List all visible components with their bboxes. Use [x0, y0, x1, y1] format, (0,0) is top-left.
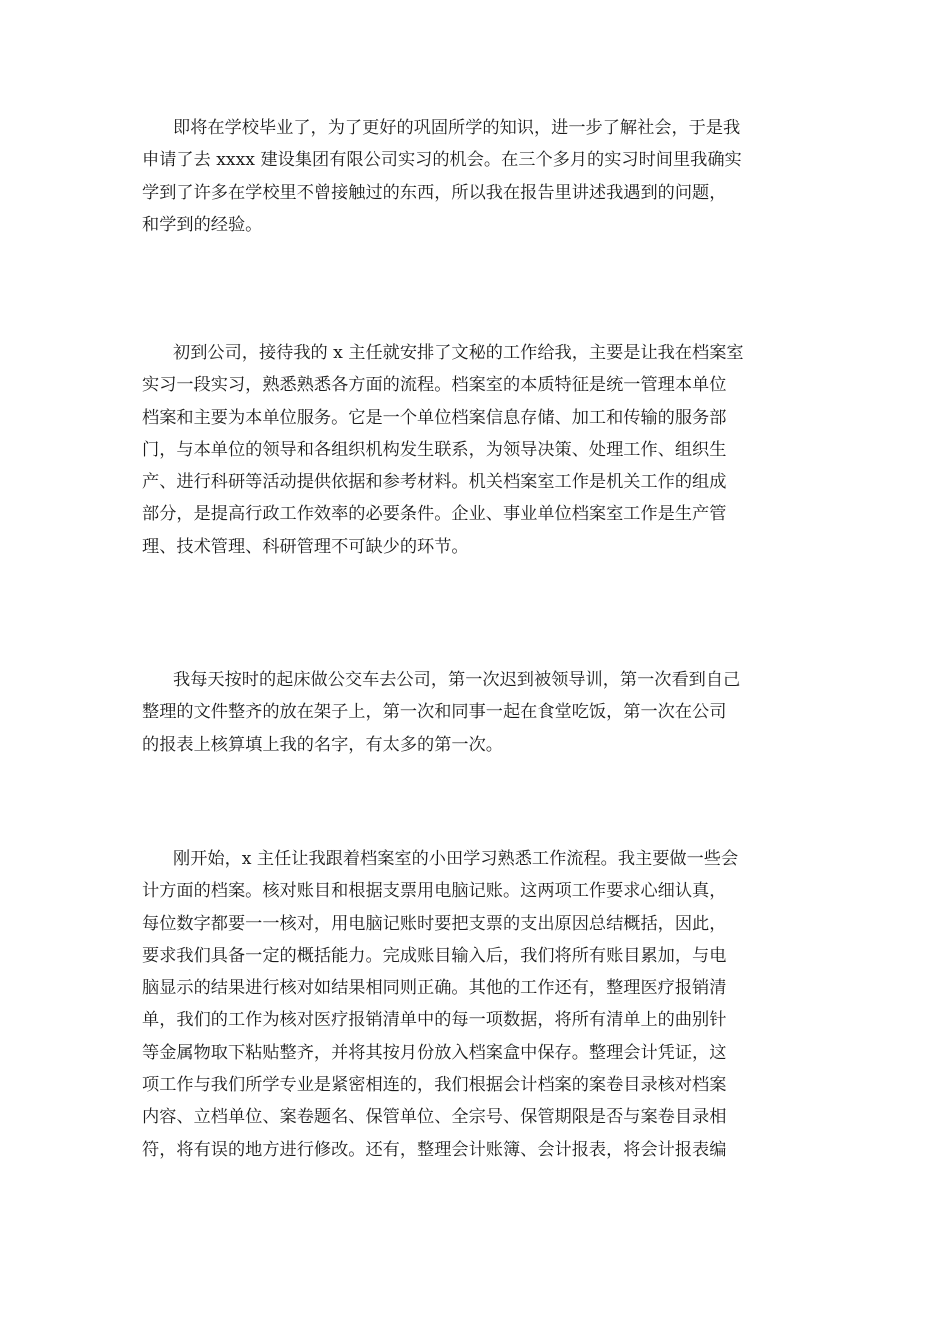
text-line: 等金属物取下粘贴整齐，并将其按月份放入档案盒中保存。整理会计凭证，这 [142, 1042, 727, 1063]
text-line: 实习一段实习，熟悉熟悉各方面的流程。档案室的本质特征是统一管理本单位 [142, 375, 727, 396]
text-line: 即将在学校毕业了，为了更好的巩固所学的知识，进一步了解社会，于是我 [173, 118, 741, 138]
text-line: 脑显示的结果进行核对如结果相同则正确。其他的工作还有，整理医疗报销清 [142, 978, 727, 999]
text-line: 申请了去 xxxx 建设集团有限公司实习的机会。在三个多月的实习时间里我确实 [142, 150, 742, 171]
text-line: 的报表上核算填上我的名字，有太多的第一次。 [142, 734, 503, 755]
text-line: 项工作与我们所学专业是紧密相连的，我们根据会计档案的案卷目录核对档案 [142, 1075, 727, 1096]
text-line: 产、进行科研等活动提供依据和参考材料。机关档案室工作是机关工作的组成 [142, 472, 727, 493]
text-line: 整理的文件整齐的放在架子上，第一次和同事一起在食堂吃饭，第一次在公司 [142, 702, 727, 723]
text-line: 内容、立档单位、案卷题名、保管单位、全宗号、保管期限是否与案卷目录相 [142, 1107, 727, 1128]
text-line: 符，将有误的地方进行修改。还有，整理会计账簿、会计报表，将会计报表编 [142, 1139, 727, 1160]
text-line: 学到了许多在学校里不曾接触过的东西，所以我在报告里讲述我遇到的问题， [142, 182, 727, 203]
text-line: 部分，是提高行政工作效率的必要条件。企业、事业单位档案室工作是生产管 [142, 504, 727, 525]
paragraph-accounting-work [142, 843, 822, 1166]
text-line: 和学到的经验。 [142, 214, 263, 235]
text-line: 理、技术管理、科研管理不可缺少的环节。 [142, 536, 469, 557]
text-line: 要求我们具备一定的概括能力。完成账目输入后，我们将所有账目累加，与电 [142, 945, 727, 966]
paragraph-daily-life [142, 664, 822, 761]
text-line: 档案和主要为本单位服务。它是一个单位档案信息存储、加工和传输的服务部 [142, 407, 727, 428]
text-line: 刚开始，x 主任让我跟着档案室的小田学习熟悉工作流程。我主要做一些会 [173, 849, 739, 869]
text-line: 我每天按时的起床做公交车去公司，第一次迟到被领导训，第一次看到自己 [173, 670, 741, 690]
text-line: 门，与本单位的领导和各组织机构发生联系，为领导决策、处理工作、组织生 [142, 439, 727, 460]
text-line: 每位数字都要一一核对，用电脑记账时要把支票的支出原因总结概括，因此， [142, 913, 727, 934]
text-line: 单，我们的工作为核对医疗报销清单中的每一项数据，将所有清单上的曲别针 [142, 1010, 727, 1031]
paragraph-intro [142, 112, 822, 241]
text-line: 计方面的档案。核对账目和根据支票用电脑记账。这两项工作要求心细认真， [142, 881, 727, 902]
paragraph-archive-room [142, 337, 822, 563]
text-line: 初到公司，接待我的 x 主任就安排了文秘的工作给我，主要是让我在档案室 [173, 343, 744, 363]
